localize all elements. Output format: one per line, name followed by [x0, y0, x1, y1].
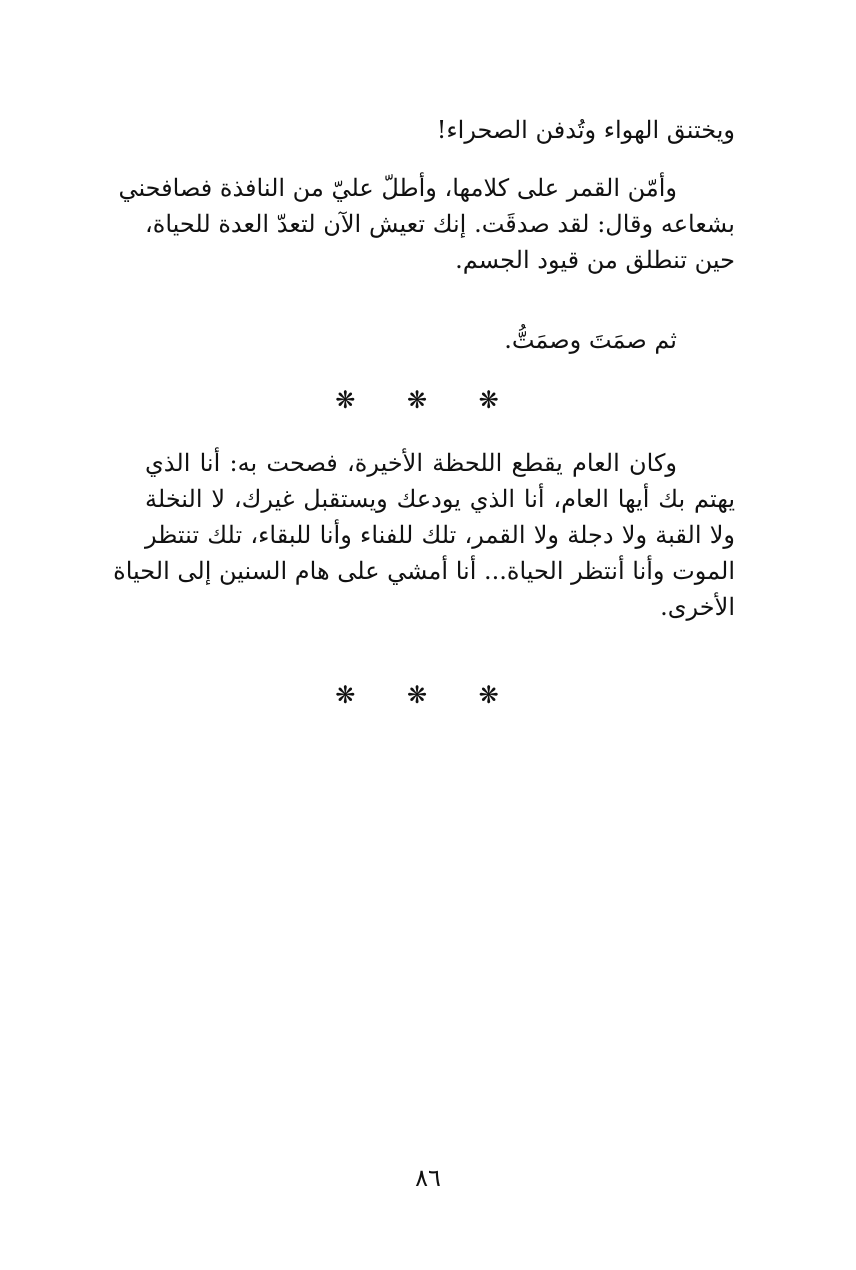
paragraph-line: ولا القبة ولا دجلة ولا القمر، تلك للفناء وأنا للبقاء، تلك تنتظر	[145, 521, 735, 549]
paragraph-line: ويختنق الهواء وتُدفن الصحراء!	[436, 116, 735, 144]
paragraph-line: الأخرى.	[660, 593, 735, 621]
paragraph-line: حين تنطلق من قيود الجسم.	[455, 246, 735, 274]
section-separator: ❋ ❋ ❋	[335, 386, 521, 414]
paragraph-3	[145, 322, 735, 358]
section-separator: ❋ ❋ ❋	[335, 681, 521, 709]
paragraph-line: بشعاعه وقال: لقد صدقَت. إنك تعيش الآن لتعدّ العدة للحياة،	[145, 210, 735, 238]
paragraph-line: ثم صمَتَ وصمَتُّ.	[504, 326, 677, 354]
paragraph-1	[145, 112, 735, 148]
page-number: ٨٦	[415, 1164, 441, 1192]
paragraph-line: وأمّن القمر على كلامها، وأطلّ عليّ من النافذة فصافحني	[118, 174, 677, 202]
paragraph-4	[113, 445, 735, 625]
paragraph-2	[118, 170, 735, 278]
paragraph-line: يهتم بك أيها العام، أنا الذي يودعك ويستقبل غيرك، لا النخلة	[145, 485, 735, 513]
paragraph-line: الموت وأنا أنتظر الحياة... أنا أمشي على هام السنين إلى الحياة	[113, 557, 735, 585]
paragraph-line: وكان العام يقطع اللحظة الأخيرة، فصحت به: أنا الذي	[145, 449, 677, 477]
